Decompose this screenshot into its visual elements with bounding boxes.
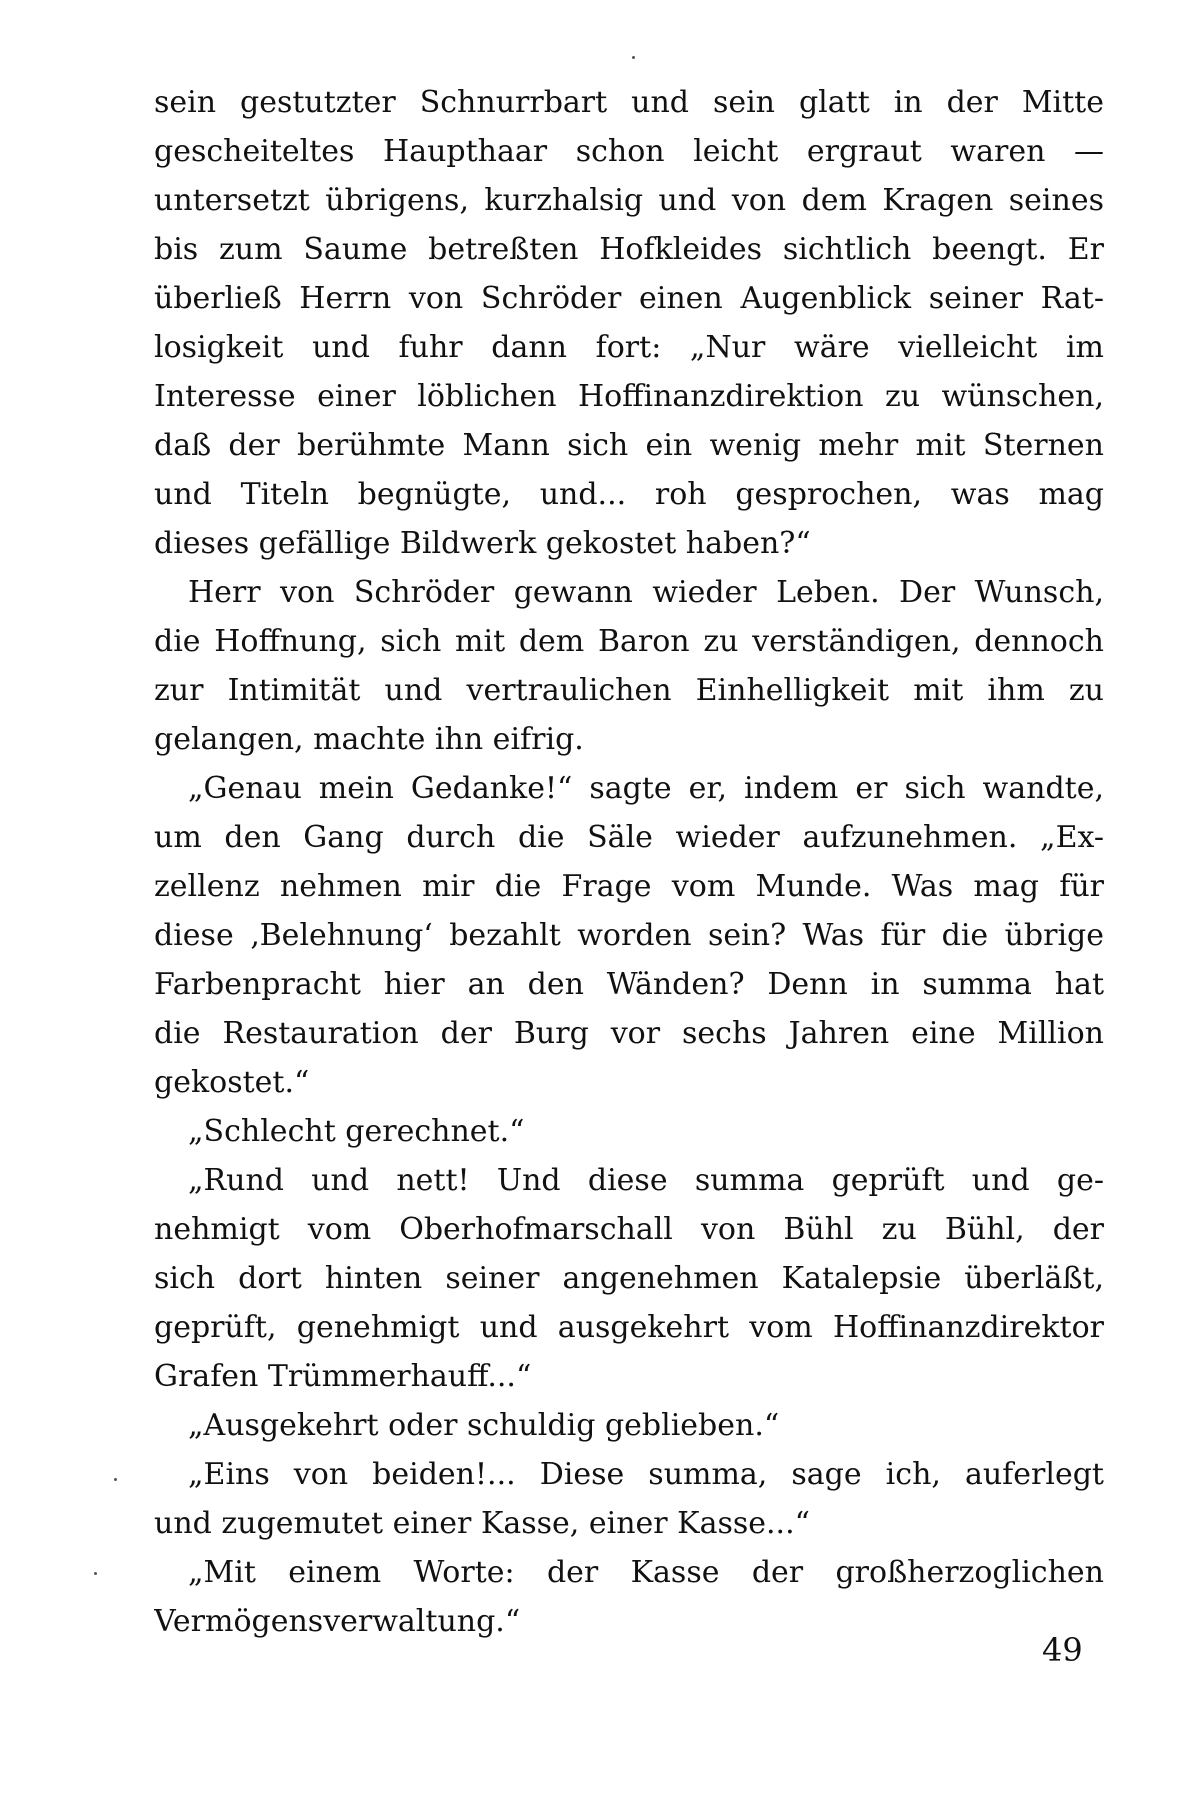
text-line: „Schlecht gerechnet.“: [188, 1114, 525, 1149]
text-line: untersetzt übrigens, kurzhalsig und von dem Kragen seines: [154, 183, 1104, 218]
text-line: gelangen, machte ihn eifrig.: [154, 722, 584, 757]
text-line: „Ausgekehrt oder schuldig geblieben.“: [188, 1408, 780, 1443]
text-line: „Genau mein Gedanke!“ sagte er, indem er sich wandte,: [188, 771, 1104, 806]
print-speck: [632, 56, 635, 59]
text-line: daß der berühmte Mann sich ein wenig mehr mit Sternen: [154, 428, 1104, 463]
text-line: losigkeit und fuhr dann fort: „Nur wäre vielleicht im: [154, 330, 1104, 365]
text-line: Herr von Schröder gewann wieder Leben. Der Wunsch,: [188, 575, 1104, 610]
text-line: Grafen Trümmerhauff...“: [154, 1359, 532, 1394]
text-line: sein gestutzter Schnurrbart und sein glatt in der Mitte: [154, 85, 1104, 120]
text-line: zellenz nehmen mir die Frage vom Munde. Was mag für: [154, 869, 1104, 904]
text-line: dieses gefällige Bildwerk gekostet haben?“: [154, 526, 811, 561]
page-number: 49: [1042, 1631, 1083, 1669]
text-line: überließ Herrn von Schröder einen Augenblick seiner Rat-: [154, 281, 1104, 316]
text-line: „Rund und nett! Und diese summa geprüft und ge-: [188, 1163, 1104, 1198]
text-line: geprüft, genehmigt und ausgekehrt vom Hoffinanzdirektor: [154, 1310, 1104, 1345]
text-line: Interesse einer löblichen Hoffinanzdirektion zu wünschen,: [154, 379, 1104, 414]
text-line: Farbenpracht hier an den Wänden? Denn in summa hat: [154, 967, 1104, 1002]
text-line: bis zum Saume betreßten Hofkleides sichtlich beengt. Er: [154, 232, 1104, 267]
text-line: Vermögensverwaltung.“: [154, 1604, 521, 1639]
print-speck: [114, 1478, 117, 1481]
text-line: zur Intimität und vertraulichen Einhelligkeit mit ihm zu: [154, 673, 1104, 708]
text-line: diese ‚Belehnung‘ bezahlt worden sein? Was für die übrige: [154, 918, 1104, 953]
print-speck: [94, 1572, 97, 1575]
text-line: die Restauration der Burg vor sechs Jahren eine Million: [154, 1016, 1104, 1051]
text-line: nehmigt vom Oberhofmarschall von Bühl zu Bühl, der: [154, 1212, 1104, 1247]
text-line: und zugemutet einer Kasse, einer Kasse...“: [154, 1506, 810, 1541]
text-line: sich dort hinten seiner angenehmen Katalepsie überläßt,: [154, 1261, 1104, 1296]
text-line: „Mit einem Worte: der Kasse der großherzoglichen: [188, 1555, 1104, 1590]
text-line: um den Gang durch die Säle wieder aufzunehmen. „Ex-: [154, 820, 1104, 855]
text-line: und Titeln begnügte, und... roh gesprochen, was mag: [154, 477, 1104, 512]
text-line: gescheiteltes Haupthaar schon leicht ergraut waren —: [154, 134, 1104, 169]
text-line: die Hoffnung, sich mit dem Baron zu verständigen, dennoch: [154, 624, 1104, 659]
text-line: gekostet.“: [154, 1065, 310, 1100]
body-text: [154, 78, 1104, 1646]
text-line: „Eins von beiden!... Diese summa, sage ich, auferlegt: [188, 1457, 1104, 1492]
